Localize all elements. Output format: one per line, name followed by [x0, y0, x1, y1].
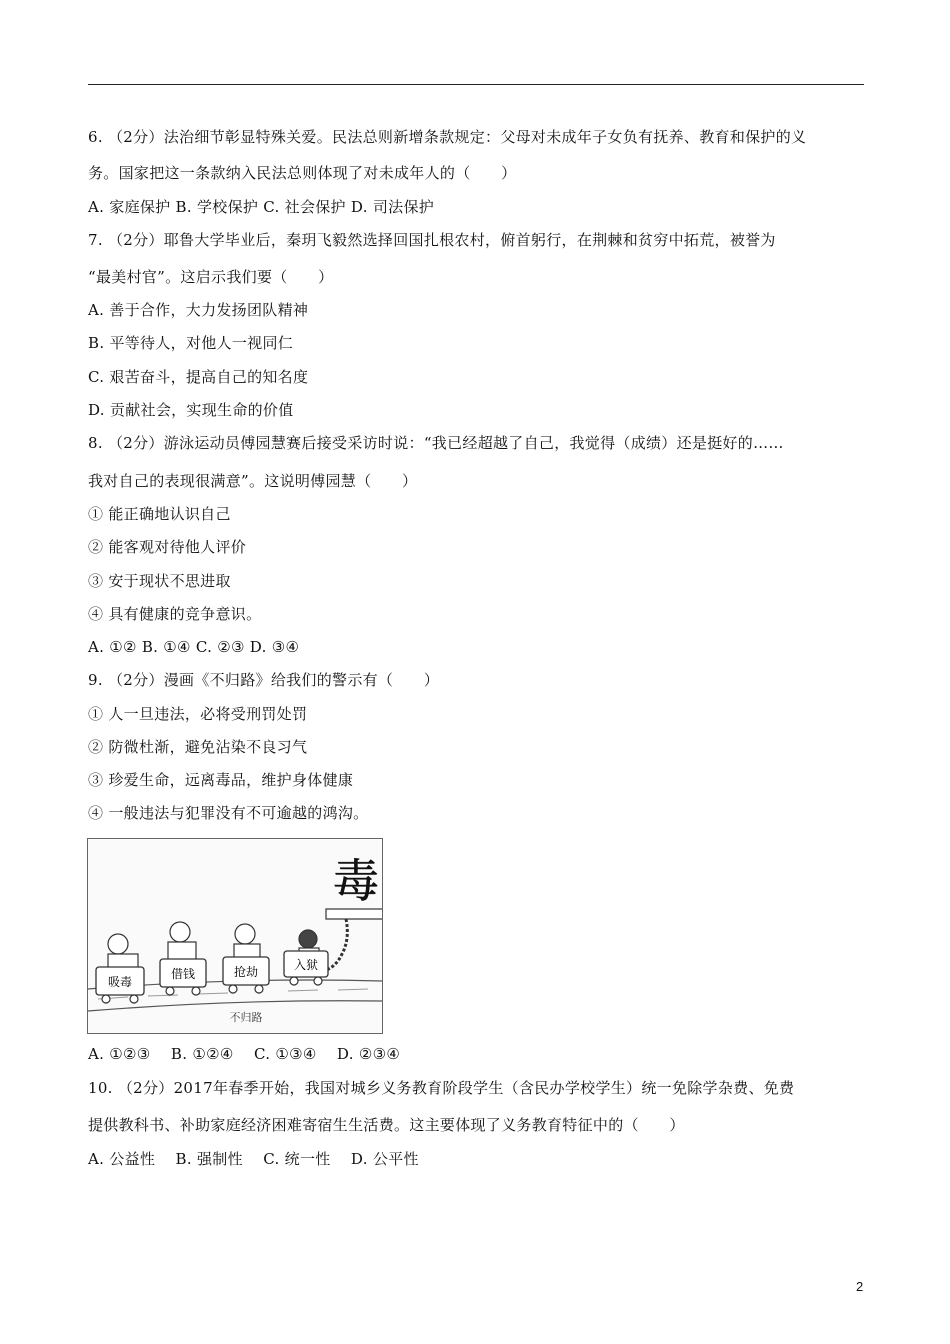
q6-stem-line1: 6. （2分）法治细节彰显特殊关爱。民法总则新增条款规定：父母对未成年子女负有抚养、教育和保护的义 [88, 128, 807, 146]
q10-options: A. 公益性 B. 强制性 C. 统一性 D. 公平性 [88, 1150, 419, 1168]
cartoon-no-return-road [87, 838, 383, 1034]
cart-label-1: 吸毒 [107, 975, 133, 989]
header-rule [88, 84, 864, 85]
q9-item-2: ② 防微杜渐，避免沾染不良习气 [88, 738, 308, 756]
q7-option-d: D. 贡献社会，实现生命的价值 [88, 401, 294, 419]
q8-stem-line1: 8. （2分）游泳运动员傅园慧赛后接受采访时说：“我已经超越了自己，我觉得（成绩）还是挺好的…… [88, 434, 784, 452]
q9-item-4: ④ 一般违法与犯罪没有不可逾越的鸿沟。 [88, 804, 369, 822]
q9-item-3: ③ 珍爱生命，远离毒品，维护身体健康 [88, 771, 354, 789]
q8-options: A. ①② B. ①④ C. ②③ D. ③④ [88, 638, 300, 656]
q10-stem-line2: 提供教科书、补助家庭经济困难寄宿生生活费。这主要体现了义务教育特征中的（ ） [88, 1116, 685, 1134]
road-label: 不归路 [229, 1011, 263, 1024]
q8-stem-line2: 我对自己的表现很满意”。这说明傅园慧（ ） [88, 472, 418, 490]
q8-item-4: ④ 具有健康的竞争意识。 [88, 605, 262, 623]
q7-option-a: A. 善于合作，大力发扬团队精神 [88, 301, 309, 319]
cart-label-3: 抢劫 [233, 965, 259, 979]
q7-option-b: B. 平等待人，对他人一视同仁 [88, 334, 294, 352]
q8-item-1: ① 能正确地认识自己 [88, 505, 231, 523]
q8-item-3: ③ 安于现状不思进取 [88, 572, 231, 590]
q7-stem-line2: “最美村官”。这启示我们要（ ） [88, 268, 334, 286]
q8-item-2: ② 能客观对待他人评价 [88, 538, 247, 556]
q9-stem: 9. （2分）漫画《不归路》给我们的警示有（ ） [88, 671, 440, 689]
cart-label-2: 借钱 [170, 967, 196, 981]
q6-stem-line2: 务。国家把这一条款纳入民法总则体现了对未成年人的（ ） [88, 164, 517, 182]
q9-options: A. ①②③ B. ①②④ C. ①③④ D. ②③④ [88, 1045, 401, 1063]
page-number: 2 [856, 1279, 864, 1294]
q10-stem-line1: 10. （2分）2017年春季开始，我国对城乡义务教育阶段学生（含民办学校学生）统一免除学杂费、免费 [88, 1079, 795, 1097]
cartoon-sign-text: 毒 [333, 854, 379, 908]
q7-stem-line1: 7. （2分）耶鲁大学毕业后，秦玥飞毅然选择回国扎根农村，俯首躬行，在荆棘和贫穷中拓荒，被誉为 [88, 231, 776, 249]
cart-label-4: 入狱 [293, 958, 319, 972]
q7-option-c: C. 艰苦奋斗，提高自己的知名度 [88, 368, 309, 386]
q6-options: A. 家庭保护 B. 学校保护 C. 社会保护 D. 司法保护 [88, 198, 435, 216]
q9-item-1: ① 人一旦违法，必将受刑罚处罚 [88, 705, 308, 723]
cartoon-drawing [88, 839, 382, 1033]
